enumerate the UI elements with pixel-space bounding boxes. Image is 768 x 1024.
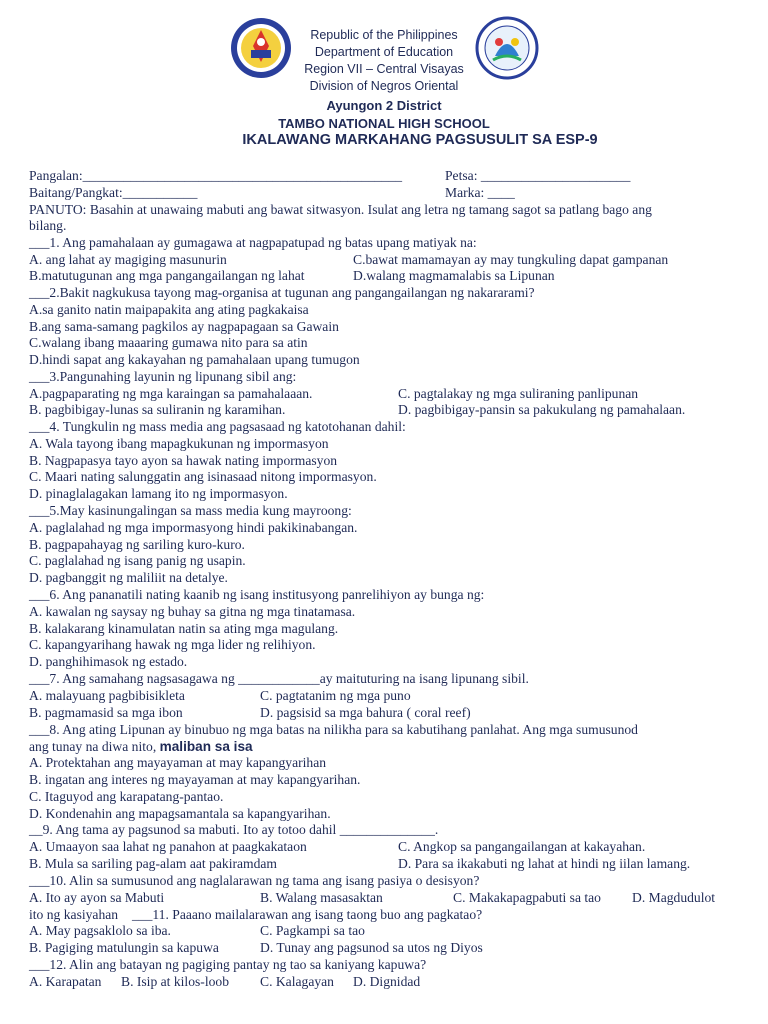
question-7: ___7. Ang samahang nagsasagawa ng ____________ay maituturing na isang lipunang sibil. [29,671,529,686]
q4-option-c: C. Maari nating salunggatin ang isinasaad nitong impormasyon. [29,469,377,484]
q10-option-d-cont: ito ng kasiyahan [29,907,119,922]
field-baitang: Baitang/Pangkat:___________ [29,185,198,200]
q11-option-d: D. Tunay ang pagsunod sa utos ng Diyos [260,940,483,955]
q3-option-b: B. pagbibigay-lunas sa suliranin ng karamihan. [29,402,286,417]
q5-option-b: B. pagpapahayag ng sariling kuro-kuro. [29,537,245,552]
q9-option-c: C. Angkop sa pangangailangan at kakayahan. [398,839,646,854]
q3-option-d: D. pagbibigay-pansin sa pakukulang ng pamahalaan. [398,402,686,417]
q11-option-c: C. Pagkampi sa tao [260,923,365,938]
q1-option-b: B.matutugunan ang mga pangangailangan ng lahat [29,268,305,283]
q10-option-c: C. Makakapagpabuti sa tao [453,890,601,905]
q5-option-a: A. paglalahad ng mga impormasyong hindi pakikinabangan. [29,520,358,535]
question-11: ___11. Paaano mailalarawan ang isang taong buo ang pagkatao? [132,907,483,922]
q9-option-d: D. Para sa ikakabuti ng lahat at hindi ng iilan lamang. [398,856,691,871]
q7-option-a: A. malayuang pagbibisikleta [29,688,185,703]
question-4: ___4. Tungkulin ng mass media ang pagsasaad ng katotohanan dahil: [29,419,406,434]
q5-option-d: D. pagbanggit ng maliliit na detalye. [29,570,228,585]
q12-option-d: D. Dignidad [353,974,421,989]
q1-option-c: C.bawat mamamayan ay may tungkuling dapat gampanan [353,252,669,267]
q8-option-a: A. Protektahan ang mayayaman at may kapangyarihan [29,755,327,770]
header-republic: Republic of the Philippines [310,28,458,42]
q7-option-b: B. pagmamasid sa mga ibon [29,705,183,720]
q4-option-a: A. Wala tayong ibang mapagkukunan ng impormasyon [29,436,329,451]
header-department: Department of Education [314,45,454,59]
q12-option-b: B. Isip at kilos-loob [121,974,229,989]
q2-option-c: C.walang ibang maaaring gumawa nito para sa atin [29,335,308,350]
q12-option-c: C. Kalagayan [260,974,334,989]
question-9: __9. Ang tama ay pagsunod sa mabuti. Ito ay totoo dahil ______________. [29,822,439,837]
q4-option-b: B. Nagpapasya tayo ayon sa hawak nating impormasyon [29,453,338,468]
q2-option-d: D.hindi sapat ang kakayahan ng pamahalaan upang tumugon [29,352,360,367]
q8-option-d: D. Kondenahin ang mapagsamantala sa kapangyarihan. [29,806,331,821]
q1-option-a: A. ang lahat ay magiging masunurin [29,252,227,267]
question-8-cont-text: ang tunay na diwa nito, [29,739,157,754]
q6-option-d: D. panghihimasok ng estado. [29,654,188,669]
q6-option-c: C. kapangyarihang hawak ng mga lider ng relihiyon. [29,637,316,652]
q3-option-c: C. pagtalakay ng mga suliraning panlipunan [398,386,639,401]
q2-option-b: B.ang sama-samang pagkilos ay nagpapagaan sa Gawain [29,319,339,334]
q12-option-a: A. Karapatan [29,974,102,989]
panuto-line-1: PANUTO: Basahin at unawaing mabuti ang bawat sitwasyon. Isulat ang letra ng tamang sagot sa patlang bago ang [29,202,652,217]
exam-title: IKALAWANG MARKAHANG PAGSUSULIT SA ESP-9 [242,132,598,148]
header-district: Ayungon 2 District [326,98,442,113]
question-1: ___1. Ang pamahalaan ay gumagawa at nagpapatupad ng batas upang matiyak na: [29,235,477,250]
field-petsa: Petsa: ______________________ [445,168,631,183]
q8-option-c: C. Itaguyod ang karapatang-pantao. [29,789,224,804]
field-marka: Marka: ____ [445,185,515,200]
question-6: ___6. Ang pananatili nating kaanib ng isang institusyong panrelihiyon ay bunga ng: [29,587,485,602]
question-10: ___10. Alin sa sumusunod ang naglalarawan ng tama ang isang pasiya o desisyon? [29,873,480,888]
panuto-line-2: bilang. [29,218,67,233]
q1-option-d: D.walang magmamalabis sa Lipunan [353,268,555,283]
question-5: ___5.May kasinungalingan sa mass media kung mayroong: [29,503,352,518]
q11-option-a: A. May pagsaklolo sa iba. [29,923,171,938]
q2-option-a: A.sa ganito natin maipapakita ang ating pagkakaisa [29,302,309,317]
question-8-cont [29,739,253,755]
q6-option-a: A. kawalan ng saysay ng buhay sa gitna ng mga tinatamasa. [29,604,356,619]
q11-option-b: B. Pagiging matulungin sa kapuwa [29,940,219,955]
q9-option-b: B. Mula sa sariling pag-alam aat pakiramdam [29,856,278,871]
q5-option-c: C. paglalahad ng isang panig ng usapin. [29,553,246,568]
q7-option-d: D. pagsisid sa mga bahura ( coral reef) [260,705,471,720]
question-8: ___8. Ang ating Lipunan ay binubuo ng mga batas na nilikha para sa kabutihang panlahat. Ang mga sumusunod [29,722,638,737]
q7-option-c: C. pagtatanim ng mga puno [260,688,411,703]
question-3: ___3.Pangunahing layunin ng lipunang sibil ang: [29,369,297,384]
header-division: Division of Negros Oriental [309,79,459,93]
q4-option-d: D. pinaglalagakan lamang ito ng impormasyon. [29,486,288,501]
field-pangalan: Pangalan:_______________________________________________ [29,168,403,183]
q8-option-b: B. ingatan ang interes ng mayayaman at may kapangyarihan. [29,772,361,787]
q10-option-d: D. Magdudulot [632,890,716,905]
q3-option-a: A.pagpaparating ng mga karaingan sa pamahalaaan. [29,386,313,401]
question-2: ___2.Bakit nagkukusa tayong mag-organisa at tugunan ang pangangailangan ng nakararami? [29,285,535,300]
header-school: TAMBO NATIONAL HIGH SCHOOL [278,116,490,131]
question-12: ___12. Alin ang batayan ng pagiging pantay ng tao sa kaniyang kapuwa? [29,957,427,972]
q10-option-a: A. Ito ay ayon sa Mabuti [29,890,165,905]
q9-option-a: A. Umaayon saa lahat ng panahon at paagkakataon [29,839,307,854]
q10-option-b: B. Walang masasaktan [260,890,383,905]
q6-option-b: B. kalakarang kinamulatan natin sa ating mga magulang. [29,621,339,636]
question-8-emphasis: maliban sa isa [159,739,253,754]
header-region: Region VII – Central Visayas [304,62,464,76]
